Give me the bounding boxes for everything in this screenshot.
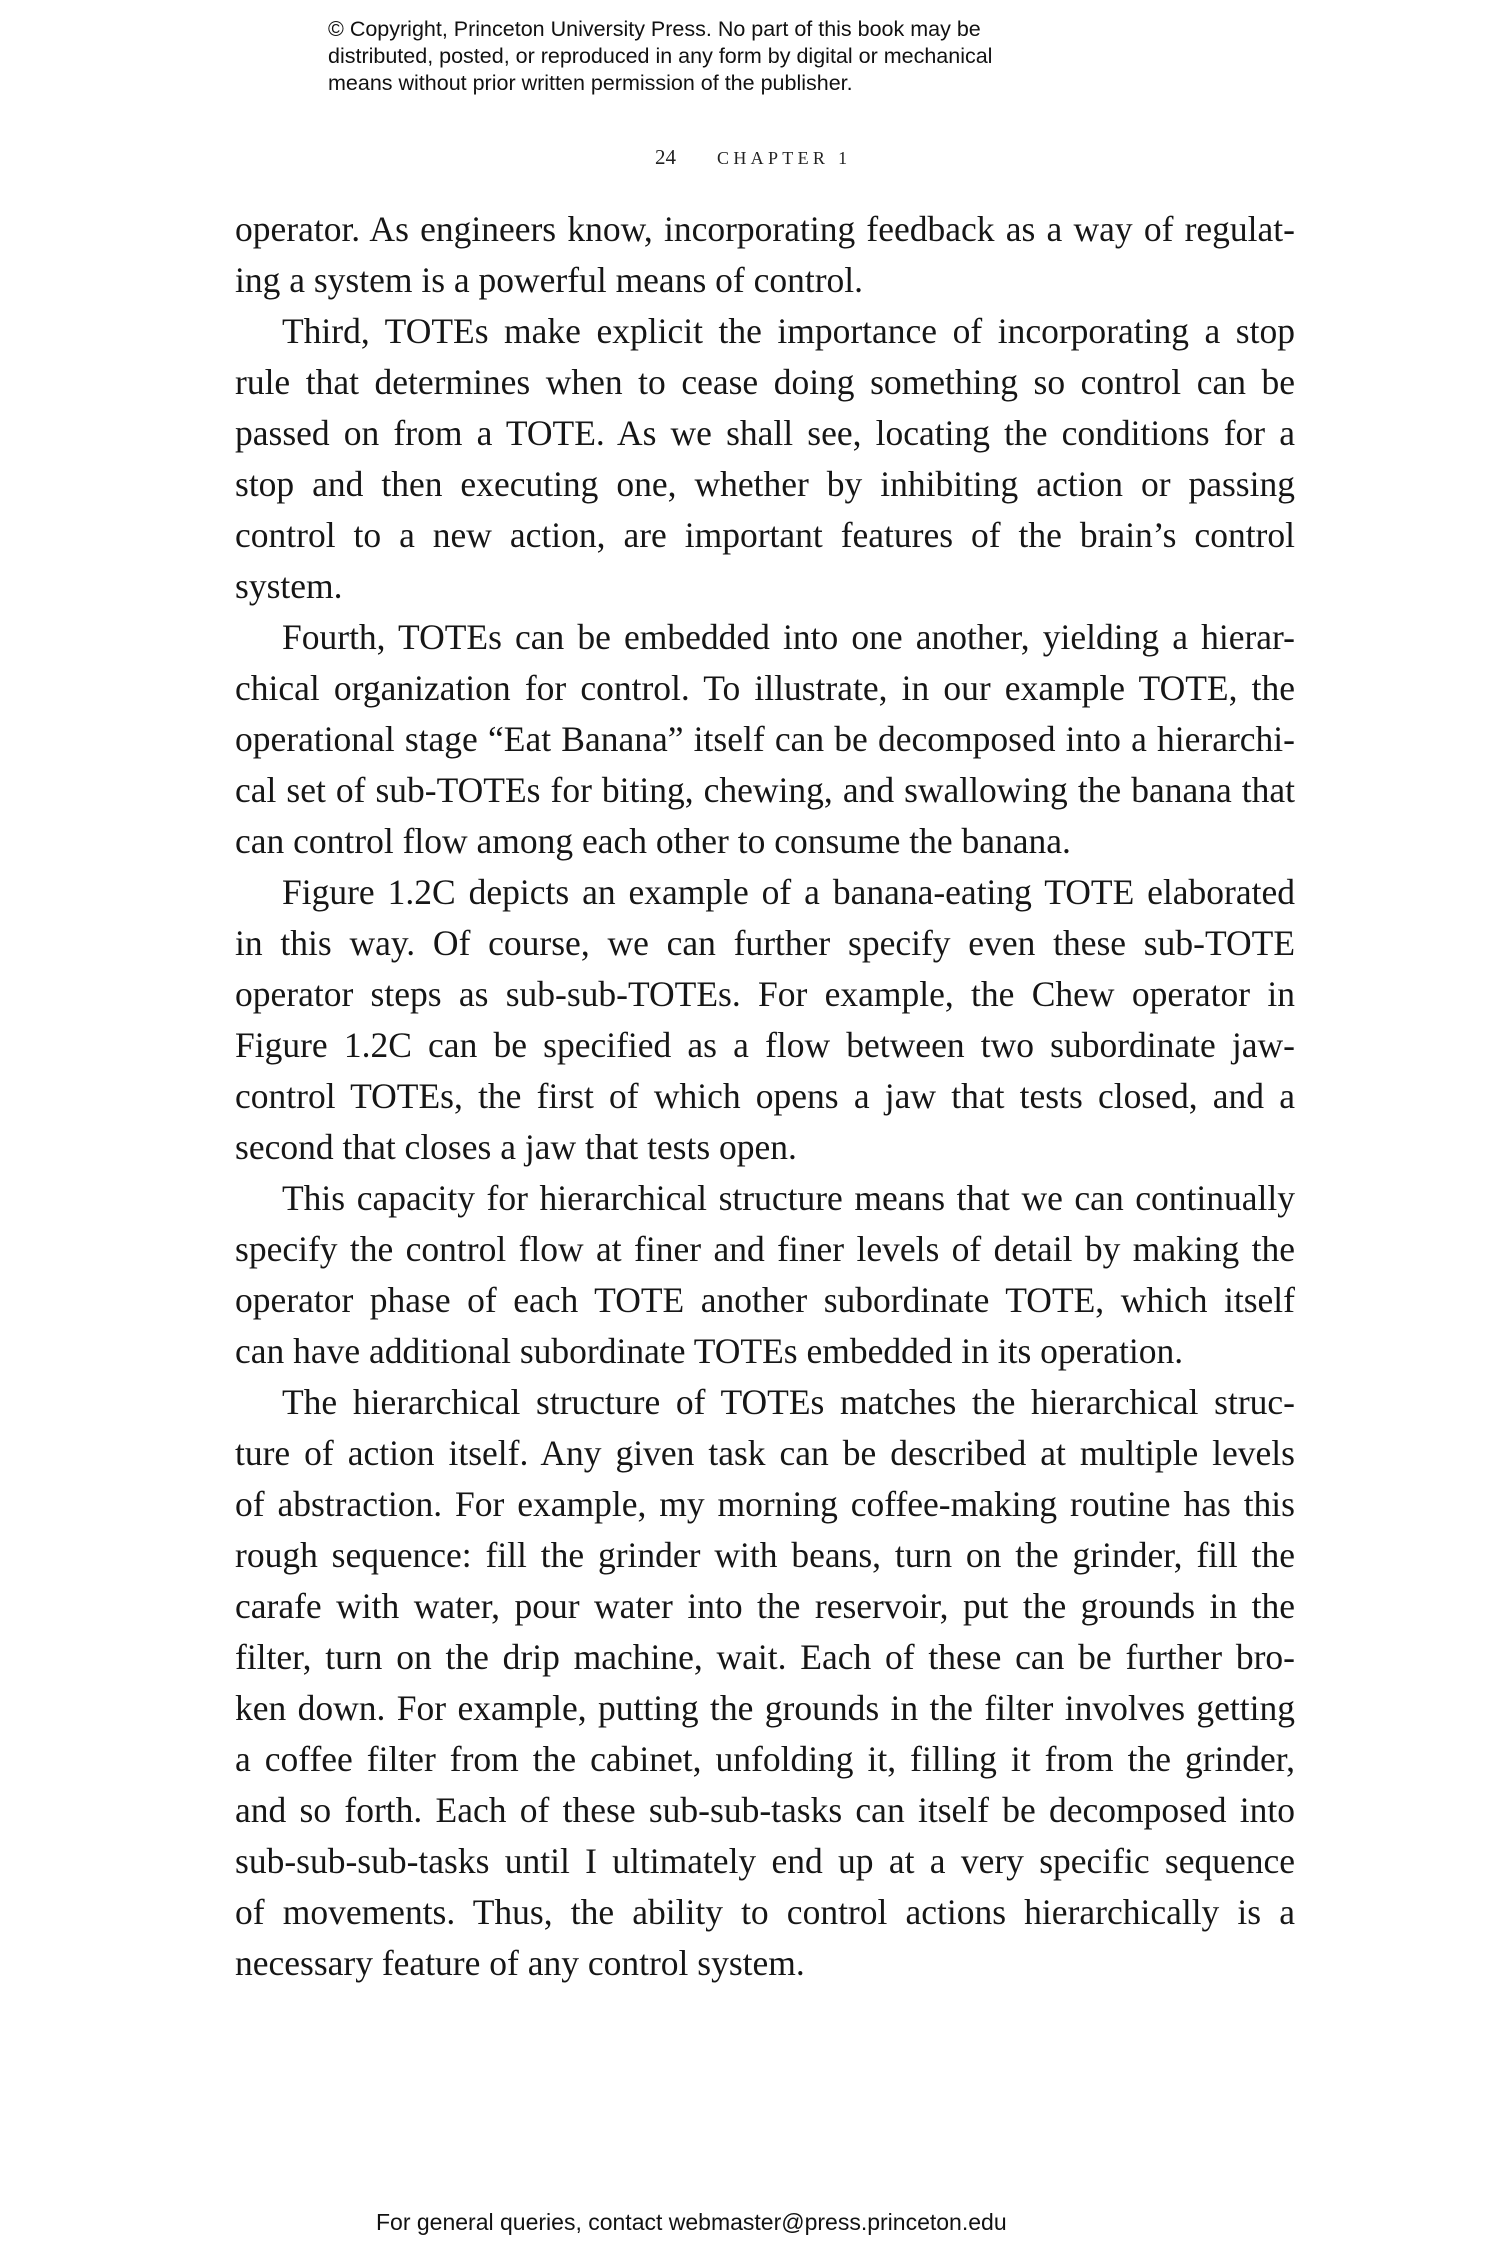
paragraph [235, 1173, 1295, 1377]
copyright-line: means without prior written permission of the publisher. [328, 71, 853, 95]
text-line: ing a system is a powerful means of control. [235, 260, 864, 300]
text-line: This capacity for hierarchical structure means that we can continually [282, 1178, 1295, 1218]
text-line: second that closes a jaw that tests open. [235, 1127, 797, 1167]
chapter-label: CHAPTER 1 [717, 148, 852, 168]
text-line: Third, TOTEs make explicit the importance of incorporating a stop [282, 311, 1295, 351]
copyright-notice [328, 16, 1228, 97]
text-line: of abstraction. For example, my morning coffee-making routine has this [235, 1484, 1295, 1524]
page-number: 24 [655, 145, 676, 169]
text-line: control TOTEs, the first of which opens a jaw that tests closed, and a [235, 1076, 1295, 1116]
paragraph [235, 306, 1295, 612]
copyright-line: distributed, posted, or reproduced in any form by digital or mechanical [328, 44, 993, 68]
text-line: passed on from a TOTE. As we shall see, locating the conditions for a [235, 413, 1295, 453]
text-line: system. [235, 566, 343, 606]
text-line: Fourth, TOTEs can be embedded into one another, yielding a hierar- [282, 617, 1295, 657]
text-line: in this way. Of course, we can further specify even these sub-TOTE [235, 923, 1295, 963]
text-line: operator phase of each TOTE another subordinate TOTE, which itself [235, 1280, 1295, 1320]
text-line: ken down. For example, putting the grounds in the filter involves getting [235, 1688, 1295, 1728]
text-line: rule that determines when to cease doing something so control can be [235, 362, 1295, 402]
text-line: The hierarchical structure of TOTEs matches the hierarchical struc- [282, 1382, 1295, 1422]
text-line: can control flow among each other to consume the banana. [235, 821, 1071, 861]
text-line: Figure 1.2C can be specified as a flow between two subordinate jaw- [235, 1025, 1295, 1065]
paragraph [235, 612, 1295, 867]
copyright-line: © Copyright, Princeton University Press. No part of this book may be [328, 17, 981, 41]
text-line: necessary feature of any control system. [235, 1943, 805, 1983]
text-line: operator steps as sub-sub-TOTEs. For example, the Chew operator in [235, 974, 1295, 1014]
text-line: of movements. Thus, the ability to control actions hierarchically is a [235, 1892, 1295, 1932]
footer-contact: For general queries, contact webmaster@press.princeton.edu [376, 2209, 1007, 2235]
text-line: Figure 1.2C depicts an example of a banana-eating TOTE elaborated [282, 872, 1295, 912]
paragraph [235, 1377, 1295, 1989]
text-line: chical organization for control. To illustrate, in our example TOTE, the [235, 668, 1295, 708]
text-line: stop and then executing one, whether by inhibiting action or passing [235, 464, 1295, 504]
running-head [0, 144, 1500, 170]
text-line: operator. As engineers know, incorporating feedback as a way of regulat- [235, 209, 1295, 249]
text-line: a coffee filter from the cabinet, unfolding it, filling it from the grinder, [235, 1739, 1295, 1779]
text-line: specify the control flow at finer and finer levels of detail by making the [235, 1229, 1295, 1269]
paragraph [235, 204, 1295, 306]
text-line: rough sequence: fill the grinder with beans, turn on the grinder, fill the [235, 1535, 1295, 1575]
text-line: cal set of sub-TOTEs for biting, chewing, and swallowing the banana that [235, 770, 1295, 810]
text-line: filter, turn on the drip machine, wait. Each of these can be further bro- [235, 1637, 1295, 1677]
body-text [235, 204, 1295, 1989]
text-line: sub-sub-sub-tasks until I ultimately end up at a very specific sequence [235, 1841, 1295, 1881]
paragraph [235, 867, 1295, 1173]
text-line: can have additional subordinate TOTEs embedded in its operation. [235, 1331, 1184, 1371]
text-line: carafe with water, pour water into the reservoir, put the grounds in the [235, 1586, 1295, 1626]
text-line: control to a new action, are important features of the brain’s control [235, 515, 1295, 555]
text-line: ture of action itself. Any given task can be described at multiple levels [235, 1433, 1295, 1473]
text-line: operational stage “Eat Banana” itself can be decomposed into a hierarchi- [235, 719, 1295, 759]
text-line: and so forth. Each of these sub-sub-tasks can itself be decomposed into [235, 1790, 1295, 1830]
